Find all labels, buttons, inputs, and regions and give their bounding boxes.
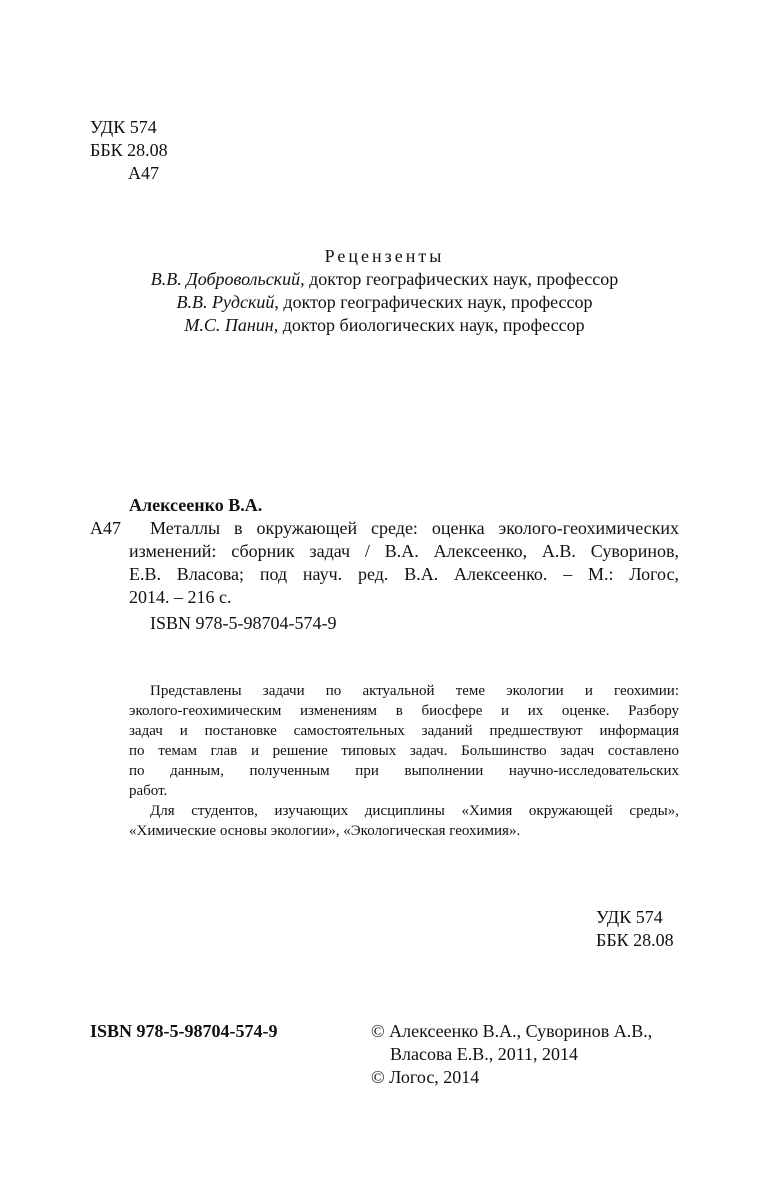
reviewer-line [0, 314, 769, 337]
bib-isbn: ISBN 978-5-98704-574-9 [150, 613, 337, 633]
reviewer-name: М.С. Панин [184, 315, 274, 335]
bib-line: Е.В. Власова; под науч. ред. В.А. Алексеенко. – М.: Логос, [129, 564, 679, 584]
annotation-line: работ. [129, 783, 168, 799]
udk-code-top: УДК 574 [90, 117, 157, 137]
bib-author: Алексеенко В.А. [129, 495, 263, 515]
udk-code-bottom: УДК 574 [596, 907, 663, 927]
annotation-line: эколого-геохимическим изменениям в биосфере и их оценке. Разбору [129, 703, 679, 719]
reviewers-heading: Рецензенты [324, 246, 445, 266]
reviewer-title: , доктор географических наук, профессор [274, 292, 593, 312]
reviewer-name: В.В. Рудский [176, 292, 275, 312]
bib-line: 2014. – 216 с. [129, 587, 232, 607]
bib-mark: А47 [90, 518, 121, 538]
footer-isbn: ISBN 978-5-98704-574-9 [90, 1021, 278, 1041]
annotation-line: по темам глав и решение типовых задач. Большинство задач составлено [129, 743, 679, 759]
annotation-line: задач и постановке самостоятельных заданий предшествуют информация [129, 723, 679, 739]
copyright-line: © Логос, 2014 [371, 1067, 480, 1087]
reviewer-line [0, 291, 769, 314]
annotation-line: по данным, полученным при выполнении научно-исследовательских [129, 763, 679, 779]
bbk-code-bottom: ББК 28.08 [596, 930, 674, 950]
reviewer-title: , доктор биологических наук, профессор [273, 315, 585, 335]
bib-line: Металлы в окружающей среде: оценка эколого-геохимических [150, 518, 679, 538]
bbk-code-top: ББК 28.08 [90, 140, 168, 160]
copyright-line: © Алексеенко В.А., Суворинов А.В., [371, 1021, 653, 1041]
reviewer-line [0, 268, 769, 291]
reviewer-title: , доктор географических наук, профессор [300, 269, 619, 289]
annotation-line: Для студентов, изучающих дисциплины «Химия окружающей среды», [150, 803, 679, 819]
bib-line: изменений: сборник задач / В.А. Алексеенко, А.В. Суворинов, [129, 541, 679, 561]
annotation-line: Представлены задачи по актуальной теме экологии и геохимии: [150, 683, 679, 699]
author-mark-top: А47 [128, 163, 159, 183]
reviewer-name: В.В. Добровольский [150, 269, 301, 289]
copyright-line: Власова Е.В., 2011, 2014 [390, 1044, 579, 1064]
annotation-line: «Химические основы экологии», «Экологическая геохимия». [129, 823, 521, 839]
